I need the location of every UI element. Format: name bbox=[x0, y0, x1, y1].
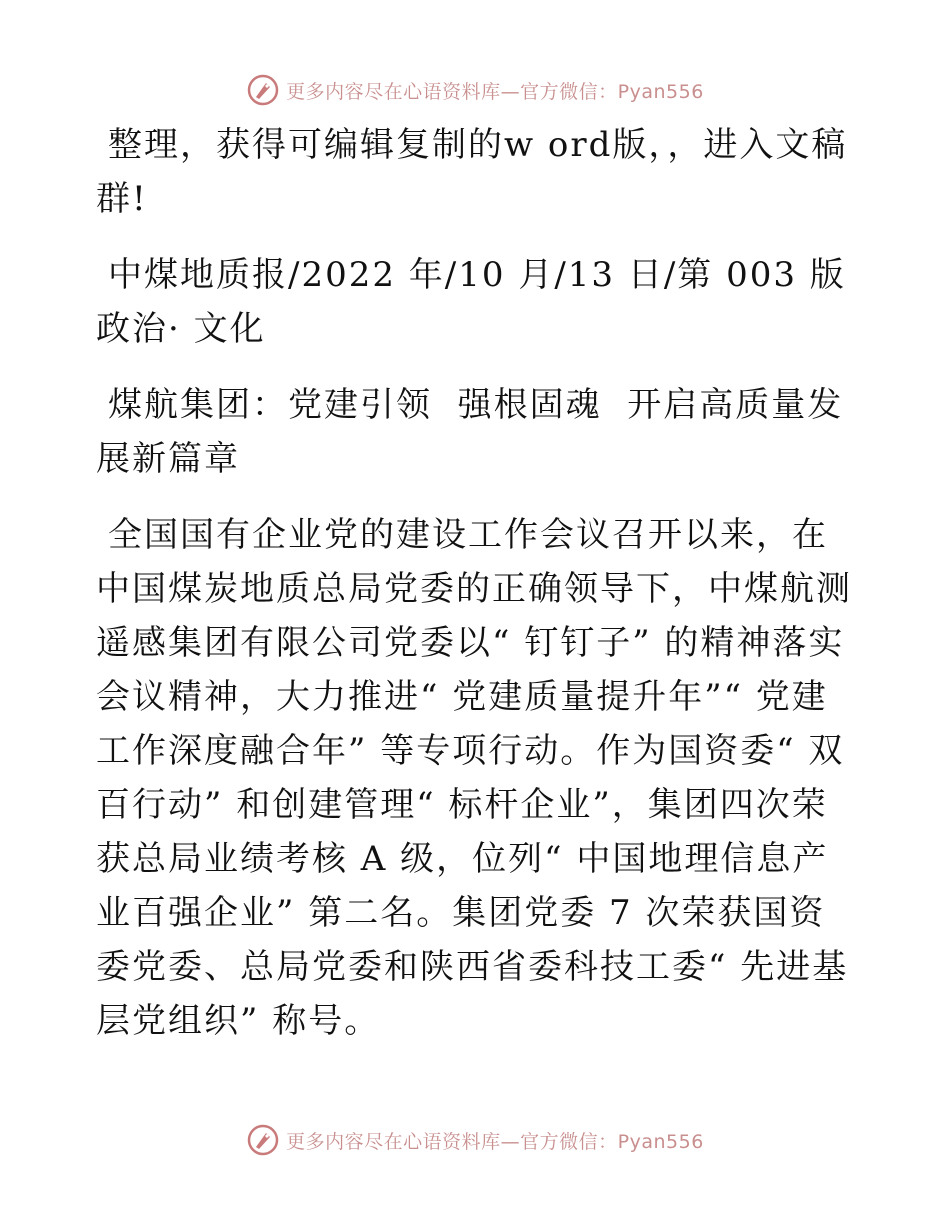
pen-nib-logo-icon bbox=[246, 73, 280, 107]
watermark-text: 更多内容尽在心语资料库—官方微信：Pyan556 bbox=[286, 80, 704, 103]
source-line: 中煤地质报/2022 年/10 月/13 日/第 003 版政治· 文化 bbox=[96, 255, 846, 349]
watermark-text: 更多内容尽在心语资料库—官方微信：Pyan556 bbox=[286, 1130, 704, 1153]
header-watermark bbox=[0, 70, 950, 110]
article-title: 煤航集团：党建引领 强根固魂 开启高质量发展新篇章 bbox=[96, 385, 844, 479]
intro-paragraph: 整理，获得可编辑复制的w ord版，，进入文稿群! bbox=[96, 125, 848, 219]
pen-nib-logo-icon bbox=[246, 1123, 280, 1157]
document-body bbox=[96, 118, 856, 1070]
body-paragraph: 全国国有企业党的建设工作会议召开以来，在中国煤炭地质总局党委的正确领导下，中煤航测遥感集团有限公司党委以“ 钉钉子” 的精神落实会议精神，大力推进“ 党建质量提升年”“ 党建工作深度融合年” 等专项行动。作为国资委“ 双百行动” 和创建管理“ 标杆企业”，集团四次荣获总局业绩考核 A 级，位列“ 中国地理信息产业百强企业” 第二名。集团党委 7 次荣获国资委党委、总局党委和陕西省委科技工委“ 先进基层党组织” 称号。 bbox=[96, 515, 852, 1041]
footer-watermark bbox=[0, 1120, 950, 1160]
